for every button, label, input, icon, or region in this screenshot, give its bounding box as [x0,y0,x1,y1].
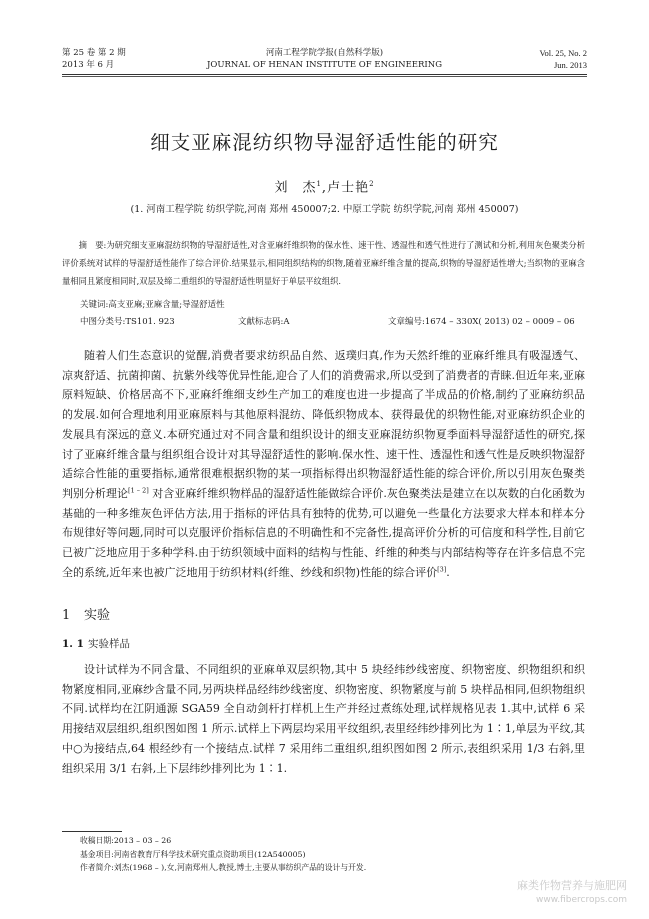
paper-title: 细支亚麻混纺织物导湿舒适性能的研究 [150,131,499,154]
abstract [62,236,585,290]
author-affil-mark: 1 [316,180,322,188]
body-paragraph: 设计试样为不同含量、不同组织的亚麻单双层织物,其中 5 块经纬纱线密度、织物密度、织物组织和织物紧度相同,亚麻纱含量不同,另两块样品经纬纱线密度、织物密度、织物紧度与前 5 块样品相同,但织物组织不同.试样均在江阴通源 SGA59 全自动剑杆打样机上生产并经过煮练处理,试样规格见表 1.其中,试样 6 采用接结双层组织,组织图如图 1 所示.试样上下两层均采用平纹组织,表里经纬纱排列比为 1∶1,单层为平纹,其中○为接结点,64 根经纱有一个接结点.试样 7 采用纬二重组织,组织图如图 2 所示,表组织采用 1/3 右斜,里组织采用 3/1 右斜,上下层纬纱排列比为 1∶1. [62,663,585,775]
footnote-rule [62,831,122,832]
journal-name-cn: 河南工程学院学报(自然科学版) [265,48,384,58]
watermark [517,879,627,907]
footnote-received: 收稿日期:2013 – 03 – 26 [80,836,172,845]
article-number: 文章编号:1674 – 330X( 2013) 02 – 0009 – 06 [388,317,575,327]
header-rule-thin [62,76,587,77]
watermark-text: 麻类作物营养与施肥网 [517,879,627,892]
intro-paragraph [62,346,585,582]
document-code: 文献标志码:A [238,317,290,327]
subsection-title: 实验样品 [88,638,130,650]
footnote-fund: 基金项目:河南省教育厅科学技术研究重点资助项目(12A540005) [80,850,306,859]
keywords [80,299,225,311]
citation-ref: [1 – 2] [128,486,149,495]
affiliations: (1. 河南工程学院 纺织学院,河南 郑州 450007;2. 中原工学院 纺织学院,河南 郑州 450007) [130,204,519,215]
footnote-author-bio: 作者简介:刘杰(1968 – ),女,河南郑州人,教授,博士,主要从事纺织产品的设计与开发. [80,863,367,872]
abstract-text: 为研究细支亚麻混纺织物的导湿舒适性,对含亚麻纤维织物的保水性、速干性、透湿性和透气性进行了测试和分析,利用灰色聚类分析评价系统对试样的导湿舒适性能作了综合评价.结果显示,相同组织结构的织物,随着亚麻纤维含量的提高,织物的导湿舒适性增大;当织物的亚麻含量相同且紧度相同时,双层及缔二重组织的导湿舒适性明显好于单层平纹组织. [62,240,586,286]
intro-text: 随着人们生态意识的觉醒,消费者要求纺织品自然、返璞归真,作为天然纤维的亚麻纤维具有吸湿透气、凉爽舒适、抗菌抑菌、抗紫外线等优异性能,迎合了人们的消费需求,所以受到了消费者的青睐.但近年来,亚麻原料短缺、价格居高不下,亚麻纤维细支纱生产加工的难度也进一步提高了半成品的价格,制约了亚麻纺织品的发展.如何合理地利用亚麻原料与其他原料混纺、降低织物成本、获得最优的织物性能,对亚麻纺织企业的发展具有深远的意义.本研究通过对不同含量和组织设计的细支亚麻混纺织物夏季面料导湿舒适性的研究,探讨了亚麻纤维含量与组织组合设计对其导湿舒适性的影响.保水性、速干性、透湿性和透气性是反映织物湿舒适综合性能的重要指标,通常很难根据织物的某一项指标得出织物湿舒适性能的综合评价,所以引用灰色聚类判别分析理论 [62,349,585,500]
clc-number: 中图分类号:TS101. 923 [80,317,175,327]
abstract-label: 摘 要: [78,240,107,250]
keywords-label: 关键词: [80,300,109,310]
author-name: 刘 杰 [274,180,317,196]
author-separator: , [321,180,328,196]
subsection-heading [62,637,130,651]
volume-issue-cn: 第 25 卷 第 2 期 [62,48,126,58]
running-header-right [539,47,587,71]
running-header-center [160,47,489,71]
section-number: 1 [62,608,71,623]
author-name: 卢士艳 [327,180,370,196]
journal-name-en: JOURNAL OF HENAN INSTITUTE OF ENGINEERING [206,60,442,70]
intro-text: 对含亚麻纤维织物样品的湿舒适性能做综合评价.灰色聚类法是建立在以灰数的白化函数为基础的一种多维灰色评估方法,用于指标的评估具有独特的优势,可以避免一些量化方法要求大样本和样本分布规律好等问题,同时可以克服评价指标信息的不明确性和不完备性,提高评价分析的可信度和科学性,目前它已被广泛地应用于多种学科.由于纺织领域中面料的结构与性能、纤维的种类与内部结构等存在许多信息不完全的系统,近年来也被广泛地用于纺织材料(纤维、纱线和织物)性能的综合评价 [62,486,586,579]
citation-ref: [3] [437,565,447,574]
header-rule [62,74,587,75]
watermark-url: www.fibercrops.com [536,895,627,905]
section-heading [62,607,110,625]
subsection-number: 1. 1 [62,638,84,650]
date-en: Jun. 2013 [553,60,587,70]
running-header-left [62,47,126,71]
author-line [60,176,589,196]
intro-text: . [446,565,450,579]
keywords-text: 高支亚麻;亚麻含量;导湿舒适性 [108,300,225,310]
author-affil-mark: 2 [369,180,375,188]
volume-issue-en: Vol. 25, No. 2 [539,48,587,58]
section-title: 实验 [84,608,111,623]
date-cn: 2013 年 6 月 [62,60,115,70]
